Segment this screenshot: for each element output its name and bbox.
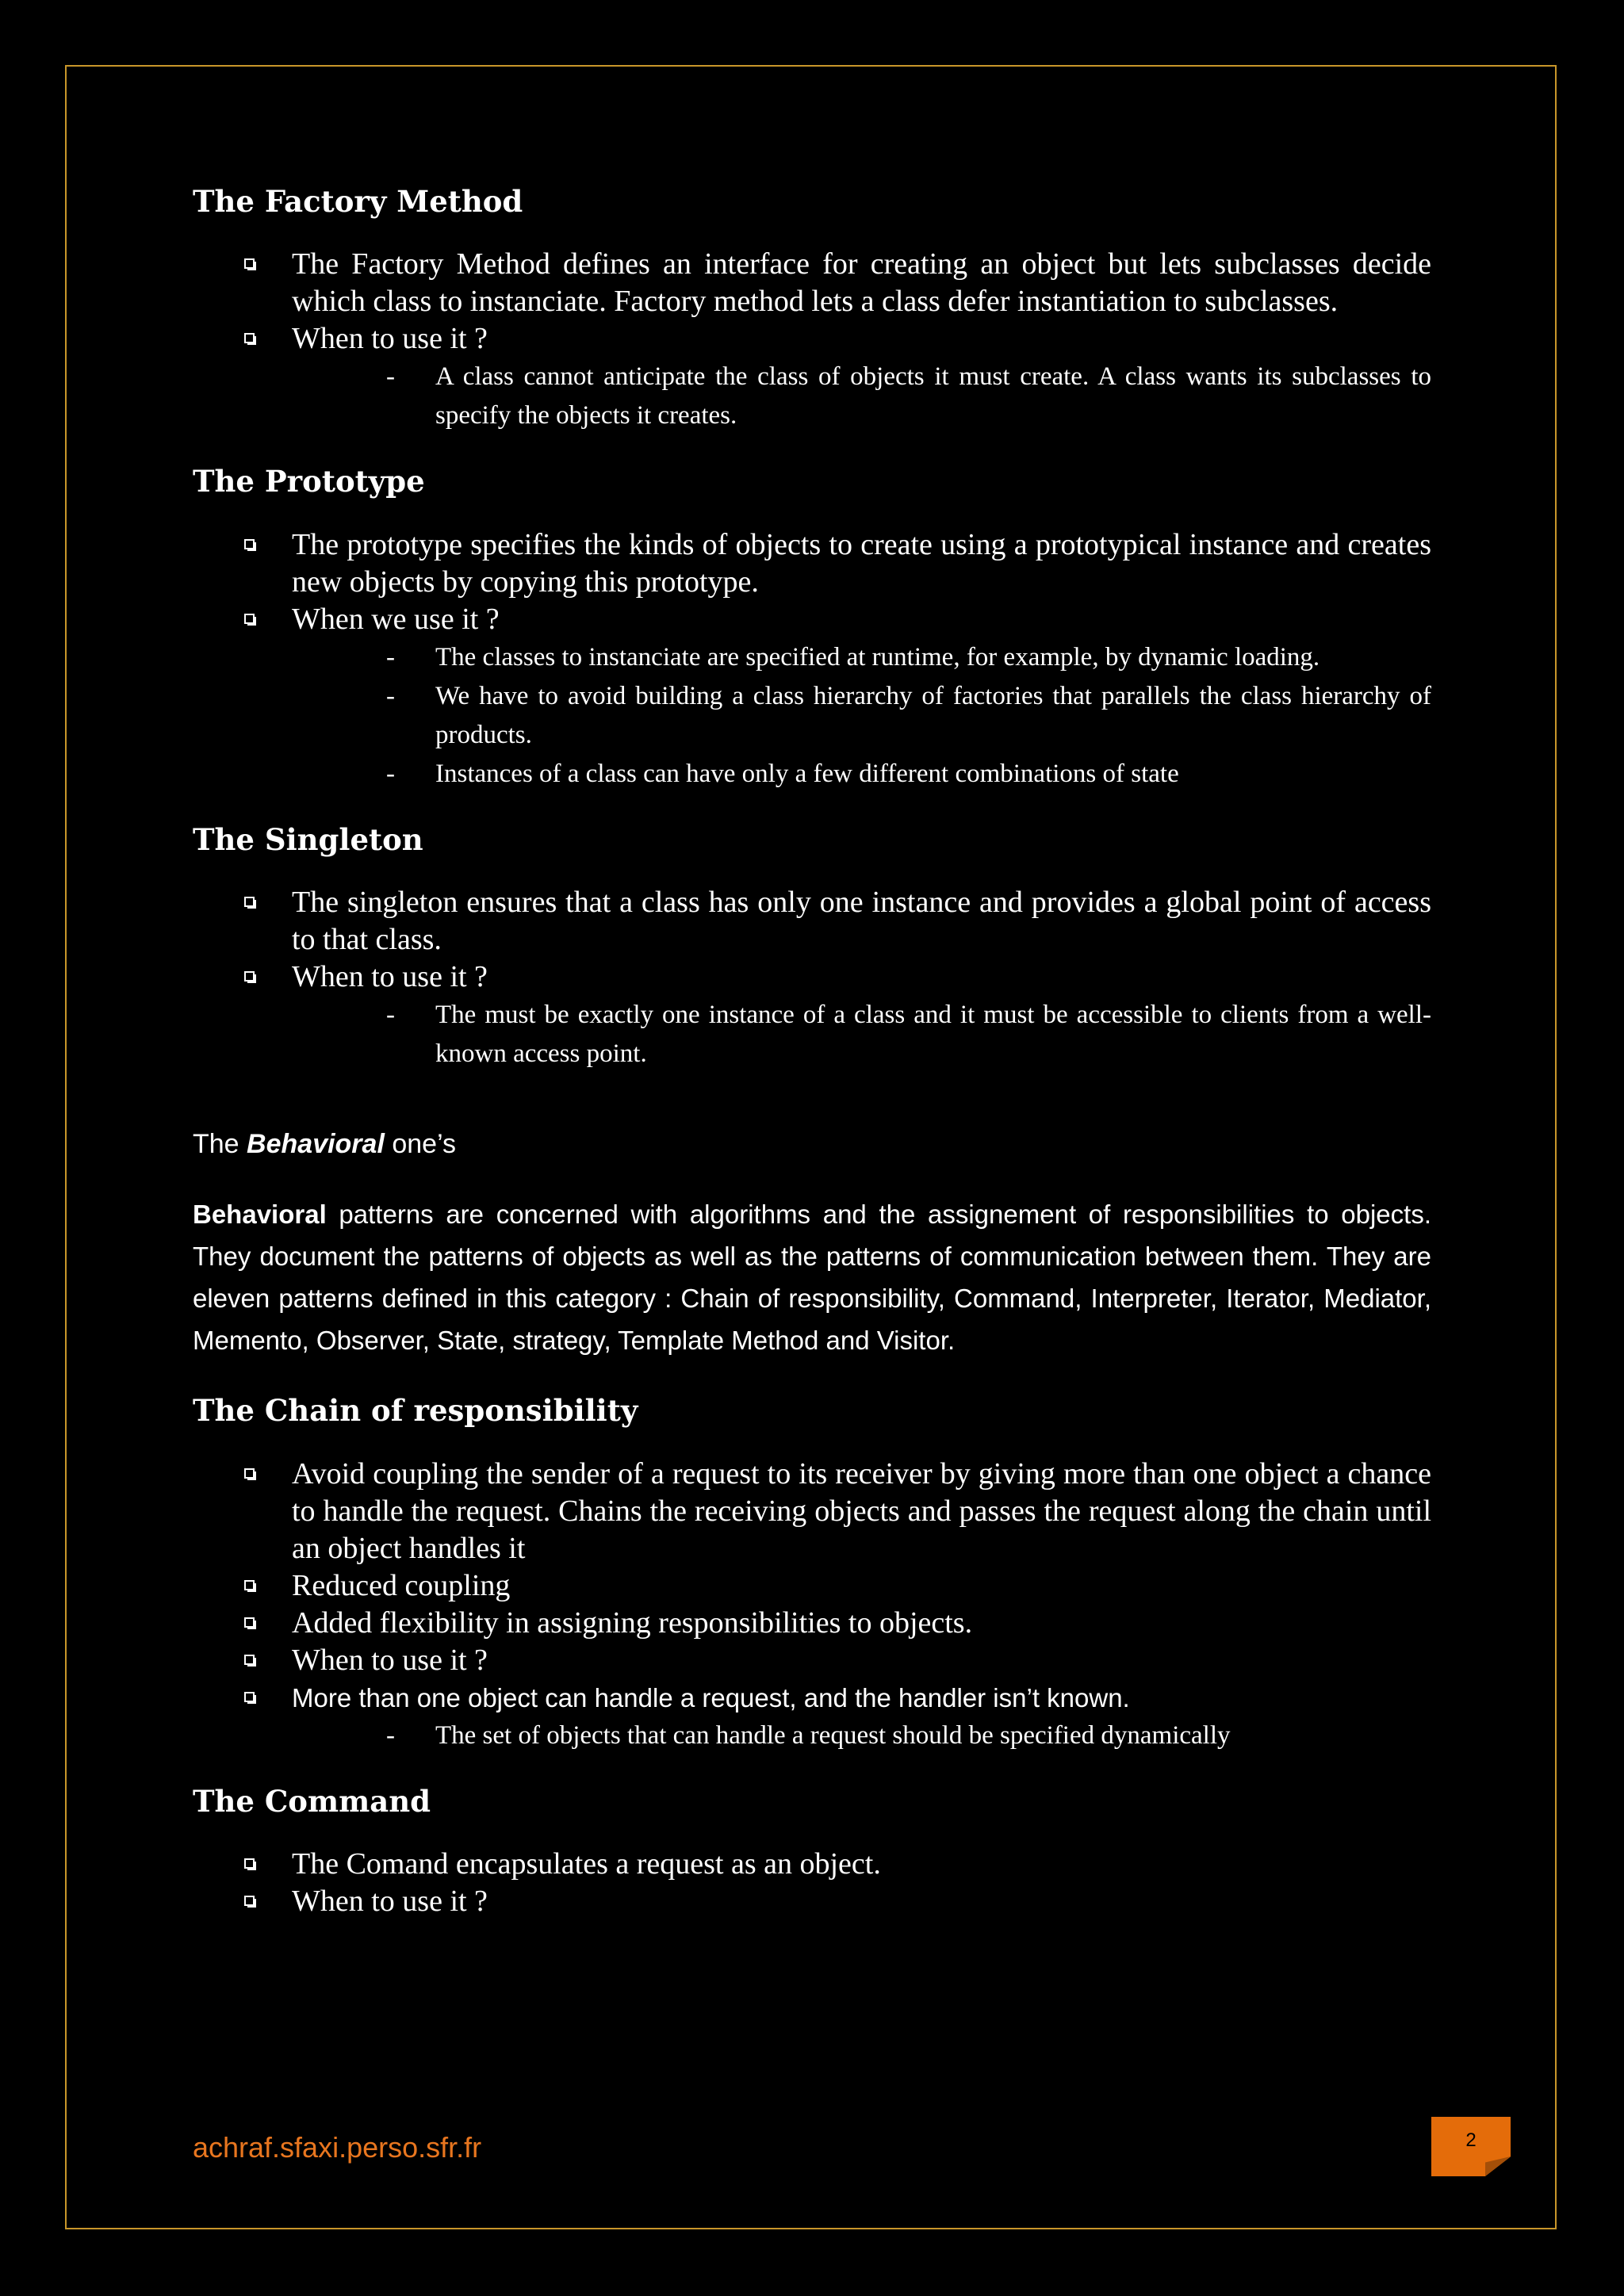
bullet-item xyxy=(193,1567,1431,1605)
bullet-list xyxy=(193,1846,1431,1920)
sub-item-text: The classes to instanciate are specified at runtime, for example, by dynamic loading. xyxy=(435,642,1320,672)
bullet-text: Reduced coupling xyxy=(292,1568,511,1602)
bullet-text: When to use it ? xyxy=(292,960,488,994)
sub-item-text: The must be exactly one instance of a class and it must be accessible to clients from a well-known access point. xyxy=(435,1001,1431,1069)
bullet-item xyxy=(193,1883,1431,1920)
sub-item xyxy=(193,996,1431,1073)
section-prototype xyxy=(193,464,1431,793)
bullet-text: Avoid coupling the sender of a request to its receiver by giving more than one object a chance to handle the request. Chains the receiving objects and passes the request along the chain until an object handles it xyxy=(292,1456,1431,1565)
bullet-text: The Comand encapsulates a request as an object. xyxy=(292,1846,881,1881)
section-singleton xyxy=(193,822,1431,1073)
bullet-list xyxy=(193,246,1431,358)
dash-bullet: - xyxy=(386,681,395,710)
bullet-text: More than one object can handle a request, and the handler isn’t known. xyxy=(292,1682,1130,1712)
section-chain-of-responsibility xyxy=(193,1393,1431,1755)
sub-list xyxy=(193,358,1431,435)
page-number: 2 xyxy=(1465,2130,1477,2151)
checkbox-bullet-icon xyxy=(244,1655,255,1665)
checkbox-bullet-icon xyxy=(244,1468,255,1479)
checkbox-bullet-icon xyxy=(244,971,255,982)
behavioral-heading xyxy=(193,1129,1431,1160)
bullet-text: The Factory Method defines an interface for creating an object but lets subclasses decide which class to instanciate. Factory method lets a class defer instantiation to subclasses. xyxy=(292,247,1431,319)
sub-item-text: A class cannot anticipate the class of objects it must create. A class wants its subclasses to specify the objects it creates. xyxy=(435,362,1431,430)
bullet-text: The singleton ensures that a class has only one instance and provides a global point of access to that class. xyxy=(292,886,1431,957)
section-command xyxy=(193,1784,1431,1920)
bullet-item xyxy=(193,884,1431,959)
sub-item-text: Instances of a class can have only a few different combinations of state xyxy=(435,759,1179,788)
section-title: The Prototype xyxy=(193,464,425,499)
bullet-item xyxy=(193,526,1431,601)
sub-item xyxy=(193,1716,1431,1755)
bullet-text: When we use it ? xyxy=(292,602,500,636)
sub-list xyxy=(193,638,1431,794)
behavioral-heading-suffix: one’s xyxy=(384,1129,457,1160)
sub-item xyxy=(193,638,1431,677)
checkbox-bullet-icon xyxy=(244,1617,255,1628)
dash-bullet: - xyxy=(386,1720,395,1750)
checkbox-bullet-icon xyxy=(244,1896,255,1906)
bullet-item xyxy=(193,1679,1431,1716)
bullet-text: Added flexibility in assigning responsibilities to objects. xyxy=(292,1605,973,1640)
bullet-item xyxy=(193,1642,1431,1679)
sub-list xyxy=(193,996,1431,1073)
bullet-text: When to use it ? xyxy=(292,1643,488,1677)
checkbox-bullet-icon xyxy=(244,539,255,549)
checkbox-bullet-icon xyxy=(244,1580,255,1590)
section-title: The Chain of responsibility xyxy=(193,1393,638,1429)
checkbox-bullet-icon xyxy=(244,333,255,343)
bullet-item xyxy=(193,1456,1431,1567)
checkbox-bullet-icon xyxy=(244,258,255,269)
bullet-text: The prototype specifies the kinds of objects to create using a prototypical instance and creates new objects by copying this prototype. xyxy=(292,527,1431,599)
behavioral-heading-emphasis: Behavioral xyxy=(247,1129,385,1160)
section-factory-method xyxy=(193,184,1431,435)
bullet-text: When to use it ? xyxy=(292,322,488,356)
sub-item xyxy=(193,358,1431,435)
sub-item-text: The set of objects that can handle a request should be specified dynamically xyxy=(435,1720,1231,1750)
sub-item-text: We have to avoid building a class hierarchy of factories that parallels the class hierarchy of products. xyxy=(435,681,1431,749)
bullet-item xyxy=(193,601,1431,638)
checkbox-bullet-icon xyxy=(244,614,255,624)
checkbox-bullet-icon xyxy=(244,1858,255,1869)
sub-item xyxy=(193,677,1431,755)
bullet-item xyxy=(193,1846,1431,1883)
behavioral-intro-paragraph xyxy=(193,1193,1431,1361)
dash-bullet: - xyxy=(386,642,395,672)
bullet-item xyxy=(193,320,1431,358)
bullet-item xyxy=(193,959,1431,996)
checkbox-bullet-icon xyxy=(244,897,255,907)
behavioral-intro-text: patterns are concerned with algorithms and the assignement of responsibilities to objects. They document the patterns of objects as well as the patterns of communication between them. They are eleven patterns defined in this category : Chain of responsibility, Command, Interpreter, Iterator, Mediator, Memento, Observer, State, strategy, Template Method and Visitor. xyxy=(193,1200,1431,1356)
footer-website-link[interactable]: achraf.sfaxi.perso.sfr.fr xyxy=(193,2131,482,2164)
section-title: The Factory Method xyxy=(193,184,523,219)
document-content xyxy=(193,184,1431,1949)
bullet-list xyxy=(193,1456,1431,1716)
bullet-text: When to use it ? xyxy=(292,1884,488,1918)
checkbox-bullet-icon xyxy=(244,1692,255,1702)
bullet-list xyxy=(193,884,1431,996)
behavioral-intro-bold: Behavioral xyxy=(193,1200,327,1230)
bullet-item xyxy=(193,1605,1431,1642)
bullet-item xyxy=(193,246,1431,320)
section-title: The Singleton xyxy=(193,821,423,857)
section-title: The Command xyxy=(193,1783,431,1819)
behavioral-heading-prefix: The xyxy=(193,1129,247,1160)
dash-bullet: - xyxy=(386,362,395,392)
sub-item xyxy=(193,755,1431,794)
bullet-list xyxy=(193,526,1431,638)
dash-bullet: - xyxy=(386,759,395,788)
dash-bullet: - xyxy=(386,1001,395,1030)
sub-list xyxy=(193,1716,1431,1755)
